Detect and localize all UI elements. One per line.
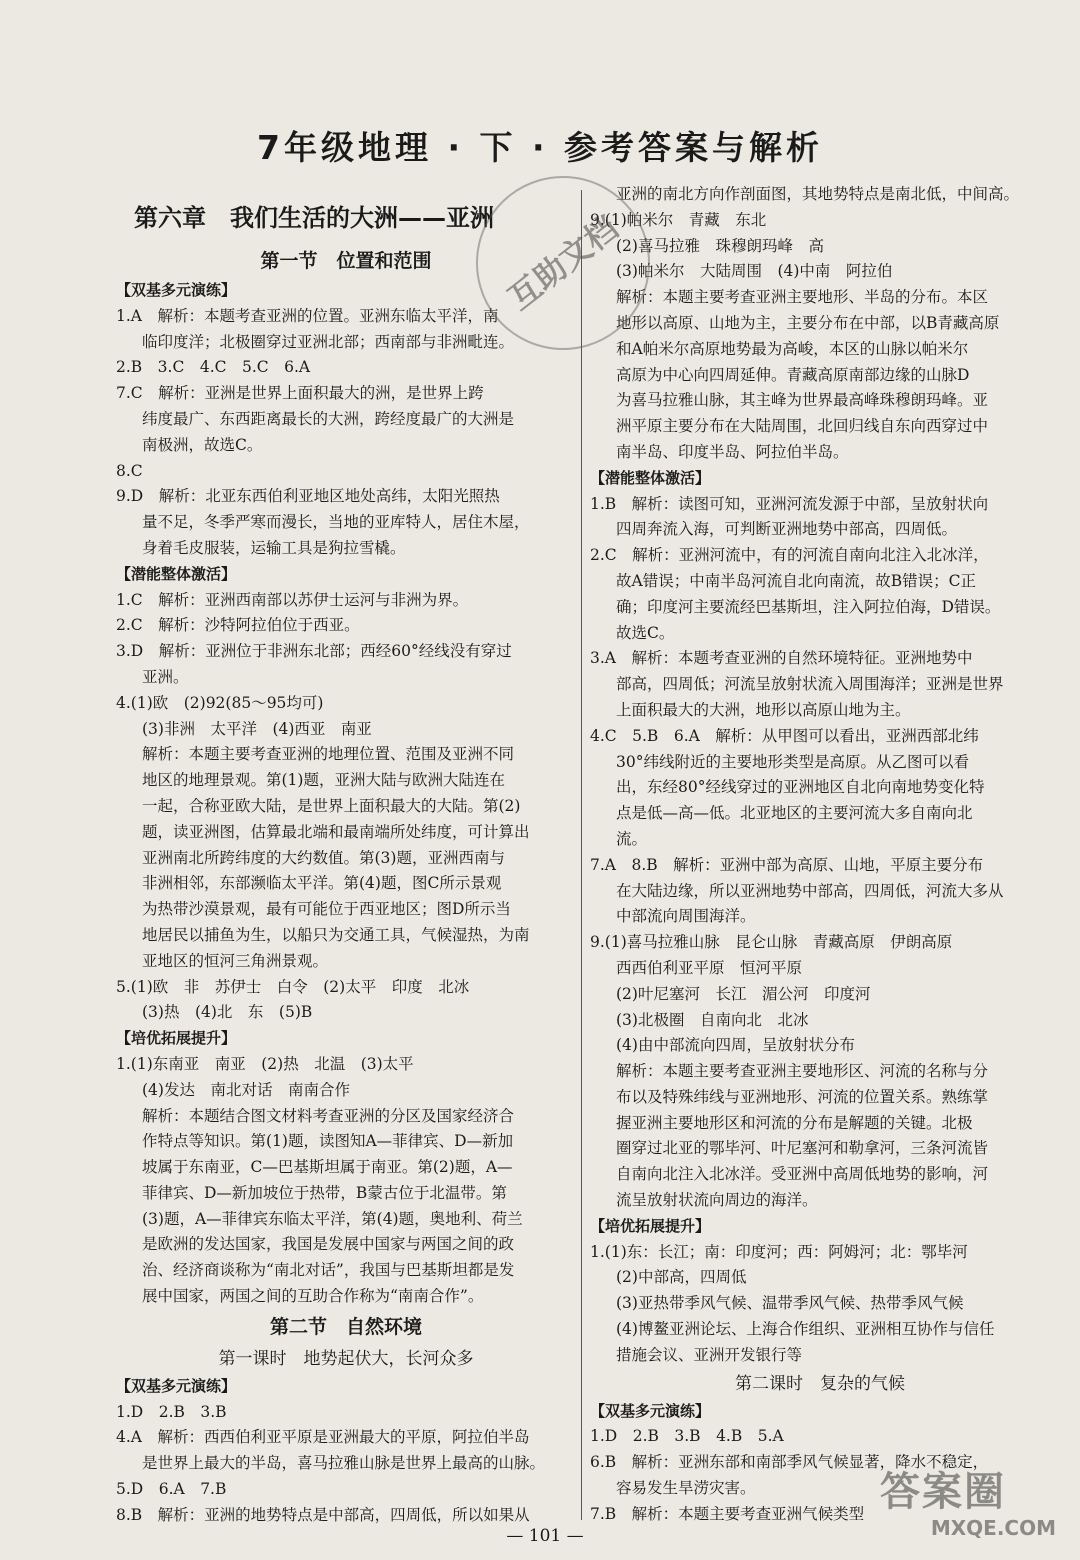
answer-line-continued: 出，东经80°经线穿过的亚洲地区自北向南地势变化特	[616, 778, 985, 797]
answer-line-continued: 身着毛皮服装，运输工具是狗拉雪橇。	[142, 538, 406, 557]
answer-line-continued: (3)亚热带季风气候、温带季风气候、热带季风气候	[616, 1294, 964, 1313]
answer-line-continued: 南半岛、印度半岛、阿拉伯半岛。	[616, 442, 849, 461]
answer-line: 1.(1)东南亚 南亚 (2)热 北温 (3)太平	[116, 1054, 414, 1073]
answer-line-continued: 非洲相邻，东部濒临太平洋。第(4)题，图C所示景观	[142, 874, 502, 893]
answer-line: 3.D 解析：亚洲位于非洲东北部；西经60°经线没有穿过	[116, 642, 512, 661]
answer-line: 5.(1)欧 非 苏伊士 白令 (2)太平 印度 北冰	[116, 977, 470, 996]
answer-line: 1.D 2.B 3.B 4.B 5.A	[590, 1427, 784, 1446]
answer-line-continued: 作特点等知识。第(1)题，读图知A—菲律宾、D—新加	[142, 1132, 514, 1151]
answer-line: 4.A 解析：西西伯利亚平原是亚洲最大的平原，阿拉伯半岛	[116, 1428, 530, 1447]
answer-line: 2.C 解析：沙特阿拉伯位于西亚。	[116, 616, 360, 635]
answer-line: 6.B 解析：亚洲东部和南部季风气候显著，降水不稳定，	[590, 1453, 989, 1472]
lesson-heading: 第一课时 地势起伏大，长河众多	[218, 1348, 474, 1369]
answer-line-continued: 亚洲。	[142, 667, 189, 686]
answer-line-continued: 容易发生旱涝灾害。	[616, 1479, 756, 1498]
answer-line-continued: 四周奔流入海，可判断亚洲地势中部高，四周低。	[616, 520, 958, 539]
answer-line-continued: 圈穿过北亚的鄂毕河、叶尼塞河和勒拿河，三条河流皆	[616, 1139, 989, 1158]
answer-line: 1.A 解析：本题考查亚洲的位置。亚洲东临太平洋，南	[116, 306, 499, 325]
answer-line-continued: 自南向北注入北冰洋。受亚洲中高周低地势的影响，河	[616, 1165, 989, 1184]
chapter-heading: 第六章 我们生活的大洲——亚洲	[134, 204, 494, 232]
section-label: 【双基多元演练】	[116, 1376, 237, 1395]
answer-line-continued: 点是低—高—低。北亚地区的主要河流大多自南向北	[616, 804, 973, 823]
answer-line: 9.(1)喜马拉雅山脉 昆仑山脉 青藏高原 伊朗高原	[590, 933, 953, 952]
stamp-watermark: 互助文档	[441, 141, 685, 385]
answer-line-continued: 洲平原主要分布在大陆周围，北回归线自东向西穿过中	[616, 417, 989, 436]
answer-line-continued: (3)热 (4)北 东 (5)B	[142, 1003, 313, 1022]
answer-line: 8.C	[116, 461, 143, 480]
answer-line: 2.C 解析：亚洲河流中，有的河流自南向北注入北冰洋，	[590, 546, 989, 565]
answer-line: 8.B 解析：亚洲的地势特点是中部高，四周低，所以如果从	[116, 1505, 530, 1524]
answer-line-continued: 南极洲，故选C。	[142, 435, 263, 454]
column-divider	[581, 190, 582, 1520]
answer-line-continued: 治、经济商谈称为“南北对话”，我国与巴基斯坦都是发	[142, 1261, 515, 1280]
section-label: 【双基多元演练】	[116, 281, 237, 299]
answer-line: 1.(1)东：长江；南：印度河；西：阿姆河；北：鄂毕河	[590, 1242, 968, 1261]
answer-line-continued: (3)题，A—菲律宾东临太平洋，第(4)题，奥地利、荷兰	[142, 1209, 523, 1228]
answer-line: 4.(1)欧 (2)92(85～95均可)	[116, 693, 324, 712]
answer-line: 7.B 解析：本题主要考查亚洲气候类型	[590, 1504, 865, 1523]
answer-line-continued: 西西伯利亚平原 恒河平原	[616, 958, 803, 977]
answer-line-continued: 解析：本题主要考查亚洲的地理位置、范围及亚洲不同	[142, 745, 515, 764]
answer-line-continued: 临印度洋；北极圈穿过亚洲北部；西南部与非洲毗连。	[142, 332, 515, 351]
answer-line-continued: (3)北极圈 自南向北 北冰	[616, 1010, 809, 1029]
answer-line-continued: 流呈放射状流向周边的海洋。	[616, 1191, 818, 1210]
answer-line: 7.A 8.B 解析：亚洲中部为高原、山地，平原主要分布	[590, 855, 984, 874]
section-label: 【双基多元演练】	[590, 1401, 711, 1420]
answer-line-continued: 流。	[616, 829, 648, 848]
answer-line-continued: 地形以高原、山地为主，主要分布在中部，以B青藏高原	[616, 313, 1000, 332]
answer-line-continued: (4)由中部流向四周，呈放射状分布	[616, 1036, 855, 1055]
answer-line-continued: 地区的地理景观。第(1)题，亚洲大陆与欧洲大陆连在	[142, 771, 505, 790]
answer-line: 4.C 5.B 6.A 解析：从甲图可以看出，亚洲西部北纬	[590, 726, 979, 745]
answer-line-continued: 亚洲的南北方向作剖面图，其地势特点是南北低，中间高。	[616, 185, 1020, 203]
answer-line-continued: (2)叶尼塞河 长江 湄公河 印度河	[616, 984, 871, 1003]
answer-line-continued: (3)非洲 太平洋 (4)西亚 南亚	[142, 719, 372, 738]
answer-line-continued: 菲律宾、D—新加坡位于热带，B蒙古位于北温带。第	[142, 1183, 507, 1202]
answer-line-continued: 亚洲南北所跨纬度的大约数值。第(3)题，亚洲西南与	[142, 848, 505, 867]
answer-line-continued: 纬度最广、东西距离最长的大洲，跨经度最广的大洲是	[142, 409, 515, 428]
answer-line-continued: 确；印度河主要流经巴基斯坦，注入阿拉伯海，D错误。	[616, 597, 1001, 616]
page-number: — 101 —	[506, 1526, 584, 1546]
answer-line-continued: 解析：本题主要考查亚洲主要地形、半岛的分布。本区	[616, 288, 989, 307]
answer-line-continued: 故选C。	[616, 623, 675, 642]
watermark-url: MXQE.COM	[930, 1516, 1056, 1540]
right-column	[590, 182, 1050, 1528]
answer-line: 7.C 解析：亚洲是世界上面积最大的洲，是世界上跨	[116, 384, 484, 403]
answer-line-continued: 和A帕米尔高原地势最为高峻，本区的山脉以帕米尔	[616, 339, 969, 358]
answer-line: 1.B 解析：读图可知，亚洲河流发源于中部，呈放射状向	[590, 494, 989, 513]
watermark-logo: 答案圈	[880, 1469, 1006, 1515]
answer-line-continued: 30°纬线附近的主要地形类型是高原。从乙图可以看	[616, 752, 969, 771]
answer-line-continued: 解析：本题主要考查亚洲主要地形区、河流的名称与分	[616, 1062, 989, 1081]
answer-line-continued: 一起，合称亚欧大陆，是世界上面积最大的大陆。第(2)	[142, 796, 521, 815]
answer-line-continued: 高原为中心向四周延伸。青藏高原南部边缘的山脉D	[616, 365, 970, 384]
answer-line: 1.C 解析：亚洲西南部以苏伊士运河与非洲为界。	[116, 590, 469, 609]
section-label: 【潜能整体激活】	[590, 468, 711, 487]
answer-line: 5.D 6.A 7.B	[116, 1480, 227, 1499]
answer-line-continued: 上面积最大的大洲，地形以高原山地为主。	[616, 700, 911, 719]
answer-line-continued: 是世界上最大的半岛，喜马拉雅山脉是世界上最高的山脉。	[142, 1454, 546, 1473]
answer-line-continued: (3)帕米尔 大陆周围 (4)中南 阿拉伯	[616, 262, 893, 281]
left-column	[116, 244, 576, 1529]
answer-line-continued: (2)喜马拉雅 珠穆朗玛峰 高	[616, 236, 824, 255]
answer-line-continued: 握亚洲主要地形区和河流的分布是解题的关键。北极	[616, 1113, 973, 1132]
answer-line-continued: 部高，四周低；河流呈放射状流入周围海洋；亚洲是世界	[616, 675, 1004, 694]
answer-line: 2.B 3.C 4.C 5.C 6.A	[116, 358, 311, 377]
answer-line-continued: (4)发达 南北对话 南南合作	[142, 1080, 350, 1099]
answer-line: 1.D 2.B 3.B	[116, 1402, 227, 1421]
answer-line-continued: 解析：本题结合图文材料考查亚洲的分区及国家经济合	[142, 1106, 515, 1125]
answer-line: 3.A 解析：本题考查亚洲的自然环境特征。亚洲地势中	[590, 649, 973, 668]
section-label: 【潜能整体激活】	[116, 564, 237, 583]
answer-line-continued: 为热带沙漠景观，最有可能位于西亚地区；图D所示当	[142, 900, 511, 919]
answer-line-continued: (2)中部高，四周低	[616, 1268, 747, 1287]
answer-line-continued: 布以及特殊纬线与亚洲地形、河流的位置关系。熟练掌	[616, 1087, 989, 1106]
answer-line-continued: 地居民以捕鱼为生，以船只为交通工具，气候湿热，为南	[142, 925, 530, 944]
answer-line-continued: 为喜马拉雅山脉，其主峰为世界最高峰珠穆朗玛峰。亚	[616, 391, 989, 410]
page-title: 7年级地理 · 下 · 参考答案与解析	[257, 128, 823, 167]
answer-line: 9.D 解析：北亚东西伯利亚地区地处高纬，太阳光照热	[116, 487, 500, 506]
section-heading: 第一节 位置和范围	[260, 250, 432, 272]
section-label: 【培优拓展提升】	[116, 1029, 237, 1048]
answer-line-continued: 展中国家，两国之间的互助合作称为“南南合作”。	[142, 1287, 484, 1306]
section-label: 【培优拓展提升】	[590, 1216, 711, 1235]
answer-line-continued: 量不足，冬季严寒而漫长，当地的亚库特人，居住木屋，	[142, 513, 530, 532]
answer-line-continued: 亚地区的恒河三角洲景观。	[142, 951, 329, 970]
lesson-heading: 第二课时 复杂的气候	[735, 1373, 905, 1394]
answer-line-continued: 中部流向周围海洋。	[616, 907, 756, 926]
answer-line-continued: 措施会议、亚洲开发银行等	[616, 1345, 803, 1364]
answer-line-continued: (4)博鳌亚洲论坛、上海合作组织、亚洲相互协作与信任	[616, 1320, 995, 1339]
section-heading: 第二节 自然环境	[269, 1315, 422, 1338]
answer-line-continued: 故A错误；中南半岛河流自北向南流，故B错误；C正	[616, 571, 976, 590]
answer-line: 9.(1)帕米尔 青藏 东北	[590, 210, 767, 229]
corner-watermark	[880, 1468, 1070, 1548]
answer-line-continued: 题，读亚洲图，估算最北端和最南端所处纬度，可计算出	[142, 822, 530, 841]
answer-line-continued: 在大陆边缘，所以亚洲地势中部高，四周低，河流大多从	[616, 881, 1004, 900]
answer-line-continued: 坡属于东南亚，C—巴基斯坦属于南亚。第(2)题，A—	[142, 1158, 513, 1177]
answer-line-continued: 是欧洲的发达国家，我国是发展中国家与两国之间的政	[142, 1235, 515, 1254]
